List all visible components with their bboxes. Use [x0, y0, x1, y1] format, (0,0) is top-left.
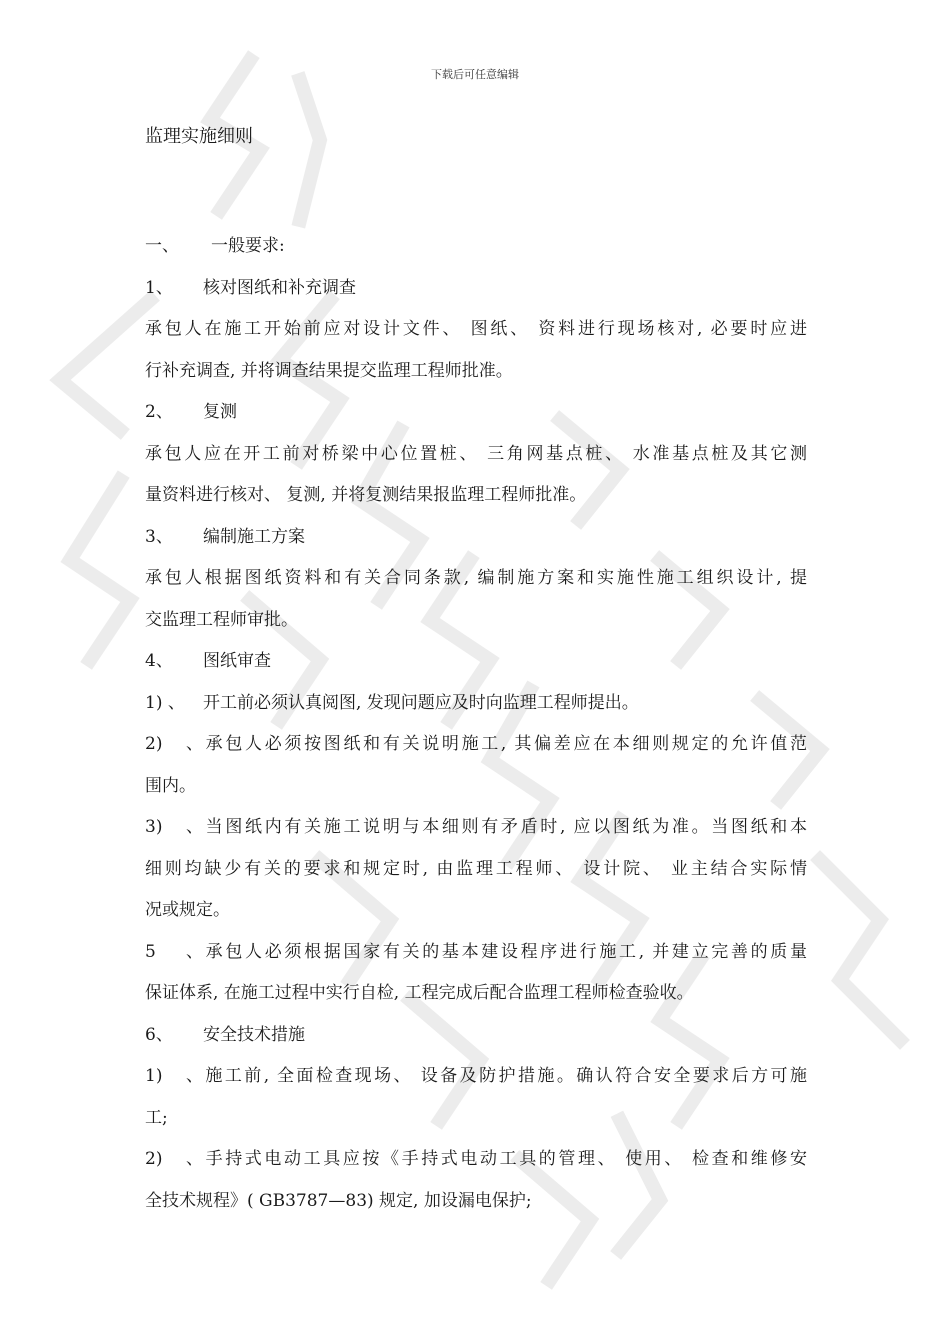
item-number: 3) 、 [145, 817, 203, 837]
body-line [145, 1181, 807, 1223]
body-line [145, 351, 807, 393]
body-line [145, 724, 807, 766]
item-number: 1) 、 [145, 692, 185, 713]
item-number: 3、 [145, 526, 173, 547]
body-line [145, 973, 807, 1015]
body-line [145, 849, 807, 891]
body-text: 核对图纸和补充调查 [203, 277, 356, 298]
item-number: 2) 、 [145, 1149, 203, 1169]
body-text: 图纸审查 [203, 651, 271, 671]
body-text: 全技术规程》( GB3787—83) 规定, 加设漏电保护; [145, 1190, 532, 1211]
body-line [145, 683, 807, 725]
body-line [145, 807, 807, 849]
body-line [145, 932, 807, 974]
body-text: 承包人根据图纸资料和有关合同条款, 编制施方案和实施性施工组织设计, 提 [145, 568, 807, 588]
body-text: 复测 [203, 402, 237, 422]
body-text: 行补充调查, 并将调查结果提交监理工程师批准。 [145, 360, 513, 381]
item-number: 4、 [145, 651, 173, 671]
body-text: 编制施工方案 [203, 526, 305, 547]
body-line [145, 558, 807, 600]
body-text: 承包人应在开工前对桥梁中心位置桩、 三角网基点桩、 水准基点桩及其它测 [145, 443, 807, 464]
item-number: 一、 [145, 236, 179, 256]
body-text: 承包人必须按图纸和有关说明施工, 其偏差应在本细则规定的允许值范 [203, 734, 807, 754]
document-body [145, 226, 807, 1222]
body-line [145, 309, 807, 351]
body-text: 手持式电动工具应按《手持式电动工具的管理、 使用、 检查和维修安 [203, 1149, 807, 1169]
body-text: 保证体系, 在施工过程中实行自检, 工程完成后配合监理工程师检查验收。 [145, 983, 694, 1003]
item-number: 2) 、 [145, 734, 203, 754]
page-header-note: 下载后可任意编辑 [431, 68, 519, 81]
body-text: 交监理工程师审批。 [145, 609, 298, 630]
body-line [145, 268, 807, 310]
body-line [145, 434, 807, 476]
body-line [145, 641, 807, 683]
body-text: 一般要求: [211, 236, 285, 256]
body-text: 况或规定。 [145, 900, 230, 920]
body-text: 开工前必须认真阅图, 发现问题应及时向监理工程师提出。 [203, 692, 639, 713]
body-line [145, 890, 807, 932]
body-text: 承包人必须根据国家有关的基本建设程序进行施工, 并建立完善的质量 [203, 941, 807, 962]
body-text: 当图纸内有关施工说明与本细则有矛盾时, 应以图纸为准。当图纸和本 [203, 817, 807, 837]
body-line [145, 1015, 807, 1057]
body-text: 细则均缺少有关的要求和规定时, 由监理工程师、 设计院、 业主结合实际情 [145, 858, 807, 879]
body-line [145, 226, 807, 268]
body-text: 工; [145, 1107, 168, 1128]
item-number: 2、 [145, 402, 173, 422]
body-text: 施工前, 全面检查现场、 设备及防护措施。确认符合安全要求后方可施 [203, 1066, 807, 1086]
body-line [145, 600, 807, 642]
body-line [145, 392, 807, 434]
item-number: 5、 [145, 941, 203, 962]
body-text: 承包人在施工开始前应对设计文件、 图纸、 资料进行现场核对, 必要时应进 [145, 319, 807, 339]
item-number: 1) 、 [145, 1066, 203, 1086]
body-line [145, 1139, 807, 1181]
body-text: 量资料进行核对、 复测, 并将复测结果报监理工程师批准。 [145, 485, 587, 505]
document-title: 监理实施细则 [145, 126, 253, 147]
body-line [145, 517, 807, 559]
item-number: 6、 [145, 1024, 173, 1045]
body-line [145, 1056, 807, 1098]
body-line [145, 1098, 807, 1140]
body-text: 围内。 [145, 775, 196, 796]
item-number: 1、 [145, 277, 173, 298]
body-line [145, 766, 807, 808]
body-line [145, 475, 807, 517]
body-text: 安全技术措施 [203, 1024, 305, 1045]
